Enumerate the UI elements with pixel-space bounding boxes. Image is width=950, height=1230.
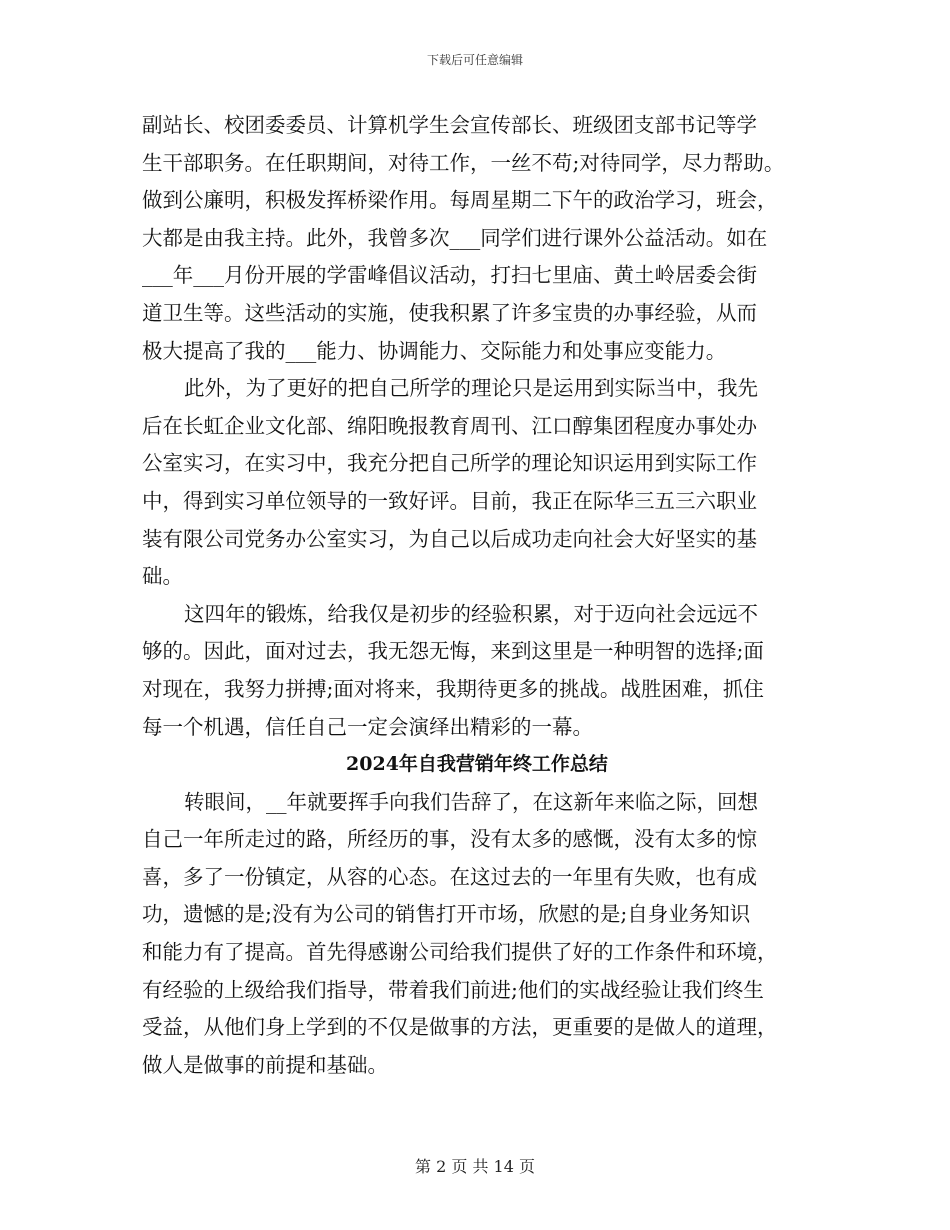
page-header: 下载后可任意编辑	[426, 53, 523, 67]
section-heading: 2024年自我营销年终工作总结	[346, 753, 608, 776]
text-line: 每一个机遇，信任自己一定会演绎出精彩的一幕。	[142, 714, 593, 739]
text-line: 极大提高了我的___能力、协调能力、交际能力和处事应变能力。	[142, 338, 727, 363]
text-line: 装有限公司党务办公室实习，为自己以后成功走向社会大好坚实的基	[142, 526, 757, 551]
text-line: 功，遗憾的是;没有为公司的销售打开市场，欣慰的是;自身业务知识	[142, 902, 751, 927]
text-line: 自己一年所走过的路，所经历的事，没有太多的感慨，没有太多的惊	[142, 827, 757, 852]
paragraph-reflection	[142, 596, 822, 746]
text-line: 大都是由我主持。此外，我曾多次___同学们进行课外公益活动。如在	[142, 225, 768, 250]
paragraph-continuation	[142, 107, 822, 370]
text-line: 中，得到实习单位领导的一致好评。目前，我正在际华三五三六职业	[142, 488, 757, 513]
text-line: 喜，多了一份镇定，从容的心态。在这过去的一年里有失败，也有成	[142, 864, 757, 889]
text-line: 这四年的锻炼，给我仅是初步的经验积累，对于迈向社会远远不	[184, 601, 758, 626]
document-body	[142, 107, 822, 1084]
text-line: 够的。因此，面对过去，我无怨无悔，来到这里是一种明智的选择;面	[142, 639, 764, 664]
text-line: 对现在，我努力拼搏;面对将来，我期待更多的挑战。战胜困难，抓住	[142, 676, 764, 701]
text-line: 和能力有了提高。首先得感谢公司给我们提供了好的工作条件和环境，	[142, 940, 778, 965]
paragraph-summary	[142, 784, 822, 1085]
text-line: 公室实习，在实习中，我充分把自己所学的理论知识运用到实际工作	[142, 451, 757, 476]
paragraph-internship	[142, 370, 822, 596]
text-line: 道卫生等。这些活动的实施，使我积累了许多宝贵的办事经验，从而	[142, 300, 757, 325]
text-line: 受益，从他们身上学到的不仅是做事的方法，更重要的是做人的道理，	[142, 1015, 778, 1040]
text-line: 做到公廉明，积极发挥桥梁作用。每周星期二下午的政治学习，班会，	[142, 188, 778, 213]
text-line: 有经验的上级给我们指导，带着我们前进;他们的实战经验让我们终生	[142, 977, 764, 1002]
text-line: 此外，为了更好的把自己所学的理论只是运用到实际当中，我先	[184, 376, 758, 401]
text-line: 转眼间，__年就要挥手向我们告辞了，在这新年来临之际，回想	[184, 789, 758, 814]
text-line: 副站长、校团委委员、计算机学生会宣传部长、班级团支部书记等学	[142, 113, 757, 137]
page-number: 第 2 页 共 14 页	[415, 1157, 535, 1176]
text-line: 后在长虹企业文化部、绵阳晚报教育周刊、江口醇集团程度办事处办	[142, 413, 757, 438]
text-line: 生干部职务。在任职期间，对待工作，一丝不苟;对待同学，尽力帮助。	[142, 150, 785, 175]
text-line: ___年___月份开展的学雷峰倡议活动，打扫七里庙、黄土岭居委会街	[142, 263, 757, 288]
text-line: 础。	[142, 564, 183, 589]
text-line: 做人是做事的前提和基础。	[142, 1052, 388, 1077]
